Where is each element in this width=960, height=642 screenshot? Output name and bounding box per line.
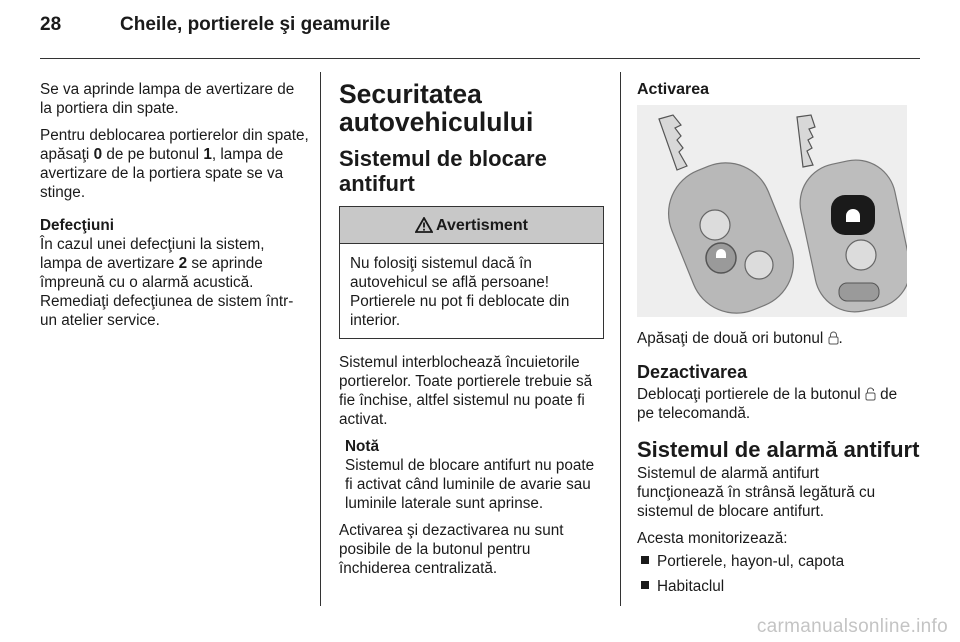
paragraph: Sistemul de alarmă antifurt funcţionează în strânsă legătură cu sistemul de blocare antifurt.	[637, 465, 876, 520]
unlock-icon	[865, 387, 876, 401]
paragraph: Pentru deblocarea portierelor din spate, apăsaţi 0 de pe butonul 1, lampa de avertizare de la portiera spate se va stinge.	[40, 127, 309, 201]
note-text: Sistemul de blocare antifurt nu poate fi activat când luminile de avarie sau luminile laterale sunt aprinse.	[345, 457, 595, 512]
alarm-heading: Sistemul de alarmă antifurt	[637, 437, 920, 462]
list-item: Portierele, hayon-ul, capota	[637, 552, 907, 571]
warning-text: Nu folosiţi sistemul dacă în autovehicul se află persoane! Portierele nu pot fi deblocate din interior.	[350, 255, 570, 329]
remote-key-illustration	[637, 105, 907, 317]
page-title: Cheile, portierele şi geamurile	[120, 14, 391, 35]
paragraph: Deblocaţi portierele de la butonul de pe telecomandă.	[637, 386, 898, 422]
watermark: carmanualsonline.info	[756, 616, 948, 637]
paragraph: Acesta monitorizează:	[637, 530, 788, 547]
paragraph: Activarea şi dezactivarea nu sunt posibile de la butonul pentru închiderea centralizată.	[339, 522, 564, 577]
paragraph: În cazul unei defecţiuni la sistem, lampa de avertizare 2 se aprinde împreună cu o alarmă acustică. Remediaţi defecţiunea de sistem într-un atelier service.	[40, 236, 294, 329]
activation-heading: Activarea	[637, 81, 710, 98]
bullet-icon	[641, 581, 649, 589]
warning-label: Avertisment	[436, 216, 528, 234]
warning-header	[340, 207, 603, 244]
paragraph: Apăsaţi de două ori butonul .	[637, 330, 843, 347]
section-title: Securitatea autovehiculului	[339, 79, 534, 137]
column-divider-1	[320, 72, 321, 606]
defects-heading: Defecţiuni	[40, 217, 114, 234]
column-divider-2	[620, 72, 621, 606]
warning-triangle-icon	[415, 217, 433, 233]
list-item: Habitaclul	[637, 577, 907, 596]
bullet-icon	[641, 556, 649, 564]
section-subtitle: Sistemul de blocare antifurt	[339, 146, 547, 196]
column-2	[339, 80, 604, 586]
paragraph: Sistemul interblochează încuietorile portierelor. Toate portierele trebuie să fie închise, altfel sistemul nu poate fi activat.	[339, 354, 593, 428]
column-3	[637, 80, 920, 602]
page-number: 28	[40, 14, 62, 35]
warning-box	[339, 206, 604, 339]
lock-icon	[828, 331, 839, 345]
monitor-list	[637, 552, 907, 596]
note-label: Notă	[345, 438, 379, 455]
paragraph: Se va aprinde lampa de avertizare de la portiera din spate.	[40, 81, 295, 117]
page-header	[40, 14, 390, 36]
column-1	[40, 80, 310, 338]
note	[345, 437, 604, 513]
header-rule	[40, 58, 920, 59]
deactivation-heading: Dezactivarea	[637, 362, 748, 382]
